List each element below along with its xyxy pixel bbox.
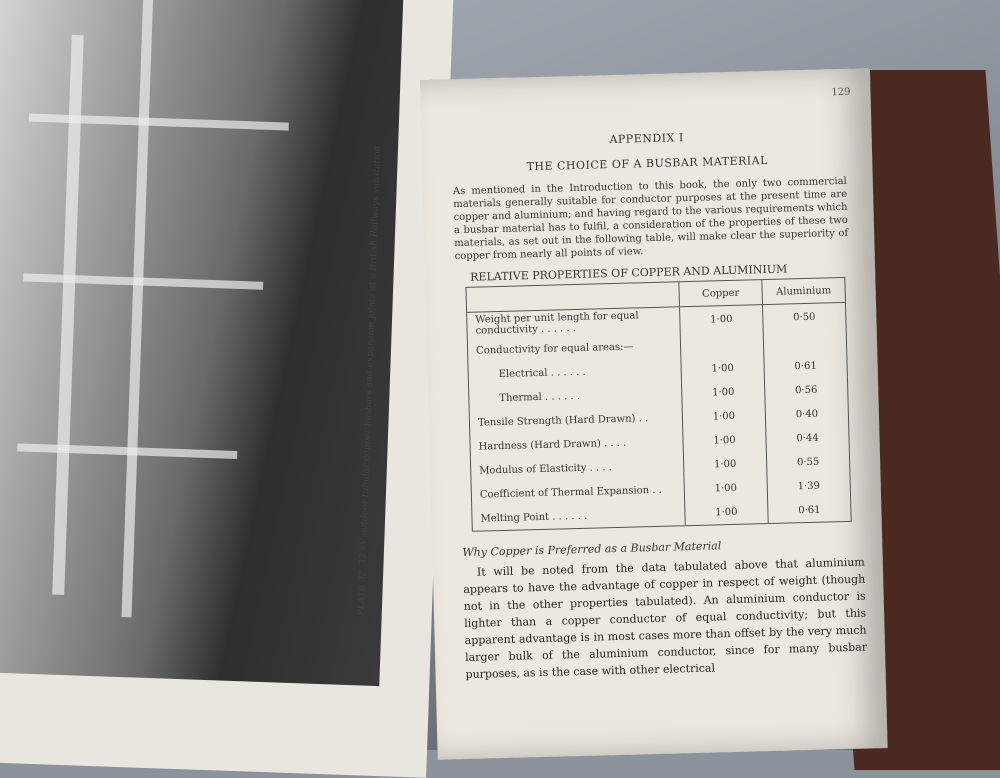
property-cell: Thermal . . . . . . [469, 381, 683, 411]
aluminium-value: 0·50 [762, 302, 846, 331]
substation-photo [0, 0, 404, 686]
property-cell: Hardness (Hard Drawn) . . . . [470, 429, 684, 459]
property-cell: Weight per unit length for equal conductivity . . . . . . [467, 307, 681, 339]
aluminium-value: 0·61 [768, 497, 852, 524]
copper-value: 1·00 [683, 451, 767, 477]
left-page [0, 0, 454, 778]
body-paragraph: It will be noted from the data tabulated above that aluminium appears to have the advantage of copper in respect of weight (though not in the other properties tabulated). An aluminium conductor is lighter than a copper conductor of equal conductivity; but this apparent advantage is in most cases more than offset by the very much larger bulk of the aluminium conductor, since for many busbar purposes, as is the case with other electrical [463, 555, 868, 682]
page-number: 129 [831, 86, 851, 99]
copper-value: 1·00 [683, 427, 767, 453]
copper-value: 1·00 [682, 403, 766, 429]
copper-value [680, 331, 764, 357]
plate-caption: PLATE 32. 33 kV outdoor tubular copper busbars and expansion joints at a British Railways substation [356, 145, 384, 616]
property-cell: Conductivity for equal areas:— [467, 333, 681, 363]
copper-value: 1·00 [681, 355, 765, 381]
aluminium-value [763, 329, 847, 355]
property-cell: Melting Point . . . . . . [472, 501, 686, 531]
aluminium-value: 1·39 [767, 473, 851, 499]
property-cell: Coefficient of Thermal Expansion . . [471, 477, 685, 507]
aluminium-value: 0·44 [766, 425, 850, 451]
aluminium-value: 0·61 [764, 353, 848, 379]
copper-value: 1·00 [681, 379, 765, 405]
copper-value: 1·00 [684, 475, 768, 501]
right-page [420, 68, 888, 760]
table-title: RELATIVE PROPERTIES OF COPPER AND ALUMINIUM [470, 262, 788, 284]
section-heading: Why Copper is Preferred as a Busbar Material [462, 539, 722, 560]
intro-paragraph: As mentioned in the Introduction to this book, the only two commercial materials generally suitable for conductor purposes at the present time are copper and aluminium; and having regard to the various requirements which a busbar material has to fulfil, a consideration of the properties of these two materials, as set out in the following table, will make clear the superiority of copper from nearly all points of view. [452, 175, 849, 263]
copper-value: 1·00 [685, 499, 769, 526]
copper-value: 1·00 [680, 305, 764, 334]
appendix-heading: APPENDIX I [609, 131, 684, 147]
property-cell: Tensile Strength (Hard Drawn) . . [469, 405, 683, 435]
properties-table [465, 277, 851, 532]
aluminium-value: 0·40 [765, 401, 849, 427]
chapter-title: THE CHOICE OF A BUSBAR MATERIAL [526, 153, 769, 174]
header-copper: Copper [679, 280, 763, 307]
aluminium-value: 0·56 [764, 377, 848, 403]
aluminium-value: 0·55 [766, 449, 850, 475]
property-cell: Electrical . . . . . . [468, 357, 682, 387]
property-cell: Modulus of Elasticity . . . . [470, 453, 684, 483]
header-aluminium: Aluminium [762, 277, 846, 304]
